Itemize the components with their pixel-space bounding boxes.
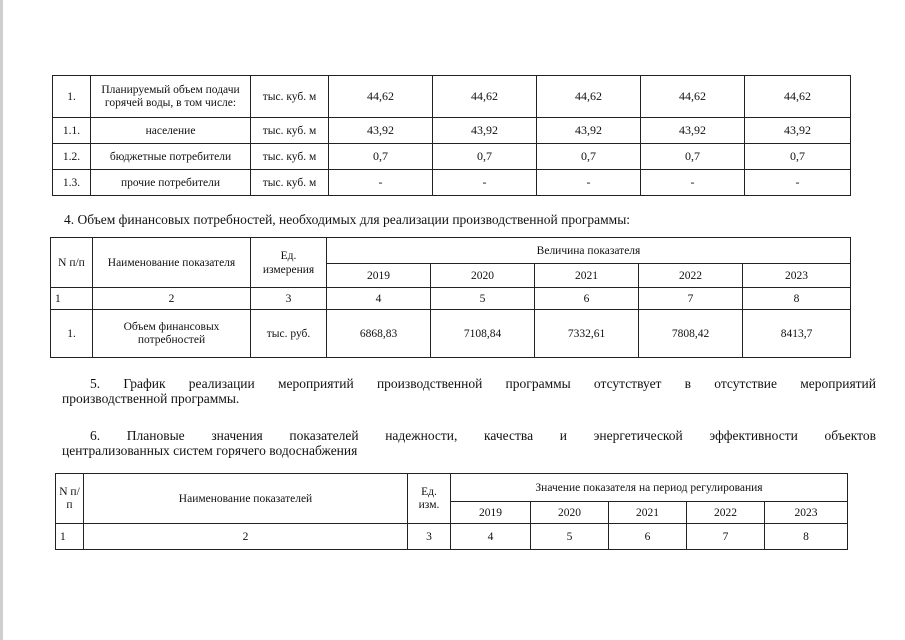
header-num: N п/п bbox=[51, 238, 93, 288]
year-2019: 2019 bbox=[451, 502, 531, 524]
section-4-heading: 4. Объем финансовых потребностей, необходимых для реализации производственной программы: bbox=[64, 212, 631, 227]
indicators-table bbox=[55, 473, 848, 550]
year-2020: 2020 bbox=[431, 264, 535, 288]
value-2020: - bbox=[433, 170, 537, 196]
value-2020: 7108,84 bbox=[431, 310, 535, 358]
row-number: 1. bbox=[51, 310, 93, 358]
section-6-line-1: 6. Плановые значения показателей надежности, качества и энергетической эффективности объектов bbox=[90, 428, 876, 443]
index-cell: 2 bbox=[84, 524, 408, 550]
row-unit: тыс. куб. м bbox=[251, 118, 329, 144]
index-cell: 7 bbox=[639, 288, 743, 310]
value-2019: 0,7 bbox=[329, 144, 433, 170]
value-2021: 44,62 bbox=[537, 76, 641, 118]
water-supply-volume-table bbox=[52, 75, 851, 196]
year-2019: 2019 bbox=[327, 264, 431, 288]
value-2019: 43,92 bbox=[329, 118, 433, 144]
index-cell: 7 bbox=[687, 524, 765, 550]
row-name: бюджетные потребители bbox=[91, 144, 251, 170]
row-name: Объем финансовых потребностей bbox=[93, 310, 251, 358]
index-cell: 2 bbox=[93, 288, 251, 310]
table-row bbox=[53, 170, 851, 196]
value-2023: - bbox=[745, 170, 851, 196]
value-2022: 43,92 bbox=[641, 118, 745, 144]
index-cell: 1 bbox=[51, 288, 93, 310]
value-2023: 0,7 bbox=[745, 144, 851, 170]
section-5-line-2: производственной программы. bbox=[62, 391, 240, 406]
row-unit: тыс. куб. м bbox=[251, 170, 329, 196]
value-2023: 43,92 bbox=[745, 118, 851, 144]
value-2022: - bbox=[641, 170, 745, 196]
financial-needs-table bbox=[50, 237, 851, 358]
section-5-paragraph bbox=[62, 376, 876, 406]
index-row bbox=[51, 288, 851, 310]
index-cell: 8 bbox=[765, 524, 848, 550]
value-2021: 7332,61 bbox=[535, 310, 639, 358]
page-edge bbox=[0, 0, 3, 640]
year-2023: 2023 bbox=[765, 502, 848, 524]
value-2019: 6868,83 bbox=[327, 310, 431, 358]
row-name: Планируемый объем подачи горячей воды, в том числе: bbox=[91, 76, 251, 118]
index-cell: 3 bbox=[251, 288, 327, 310]
row-number: 1.2. bbox=[53, 144, 91, 170]
value-2020: 0,7 bbox=[433, 144, 537, 170]
year-2022: 2022 bbox=[639, 264, 743, 288]
header-unit: Ед. изм. bbox=[408, 474, 451, 524]
index-cell: 5 bbox=[431, 288, 535, 310]
header-unit: Ед. измерения bbox=[251, 238, 327, 288]
header-name: Наименование показателей bbox=[84, 474, 408, 524]
table-row bbox=[53, 118, 851, 144]
header-row bbox=[56, 474, 848, 502]
index-cell: 8 bbox=[743, 288, 851, 310]
table-row bbox=[51, 310, 851, 358]
year-2021: 2021 bbox=[535, 264, 639, 288]
value-2021: 0,7 bbox=[537, 144, 641, 170]
row-unit: тыс. куб. м bbox=[251, 144, 329, 170]
year-2020: 2020 bbox=[531, 502, 609, 524]
year-2022: 2022 bbox=[687, 502, 765, 524]
index-row bbox=[56, 524, 848, 550]
section-6-line-2: централизованных систем горячего водоснабжения bbox=[62, 443, 358, 458]
index-cell: 5 bbox=[531, 524, 609, 550]
header-group: Значение показателя на период регулирования bbox=[451, 474, 848, 502]
row-unit: тыс. куб. м bbox=[251, 76, 329, 118]
row-unit: тыс. руб. bbox=[251, 310, 327, 358]
header-name: Наименование показателя bbox=[93, 238, 251, 288]
row-name: население bbox=[91, 118, 251, 144]
year-2021: 2021 bbox=[609, 502, 687, 524]
year-2023: 2023 bbox=[743, 264, 851, 288]
index-cell: 4 bbox=[451, 524, 531, 550]
index-cell: 6 bbox=[609, 524, 687, 550]
value-2021: 43,92 bbox=[537, 118, 641, 144]
section-5-line-1: 5. График реализации мероприятий производственной программы отсутствует в отсутствие мероприятий bbox=[90, 376, 876, 391]
value-2020: 44,62 bbox=[433, 76, 537, 118]
header-group: Величина показателя bbox=[327, 238, 851, 264]
table-row bbox=[53, 144, 851, 170]
value-2019: 44,62 bbox=[329, 76, 433, 118]
row-number: 1.3. bbox=[53, 170, 91, 196]
value-2023: 44,62 bbox=[745, 76, 851, 118]
table-row bbox=[53, 76, 851, 118]
row-number: 1. bbox=[53, 76, 91, 118]
value-2020: 43,92 bbox=[433, 118, 537, 144]
index-cell: 4 bbox=[327, 288, 431, 310]
row-name: прочие потребители bbox=[91, 170, 251, 196]
section-6-paragraph bbox=[62, 428, 876, 458]
header-num: N п/п bbox=[56, 474, 84, 524]
index-cell: 6 bbox=[535, 288, 639, 310]
value-2022: 44,62 bbox=[641, 76, 745, 118]
value-2019: - bbox=[329, 170, 433, 196]
row-number: 1.1. bbox=[53, 118, 91, 144]
value-2022: 7808,42 bbox=[639, 310, 743, 358]
value-2023: 8413,7 bbox=[743, 310, 851, 358]
index-cell: 3 bbox=[408, 524, 451, 550]
value-2022: 0,7 bbox=[641, 144, 745, 170]
value-2021: - bbox=[537, 170, 641, 196]
index-cell: 1 bbox=[56, 524, 84, 550]
header-row bbox=[51, 238, 851, 264]
